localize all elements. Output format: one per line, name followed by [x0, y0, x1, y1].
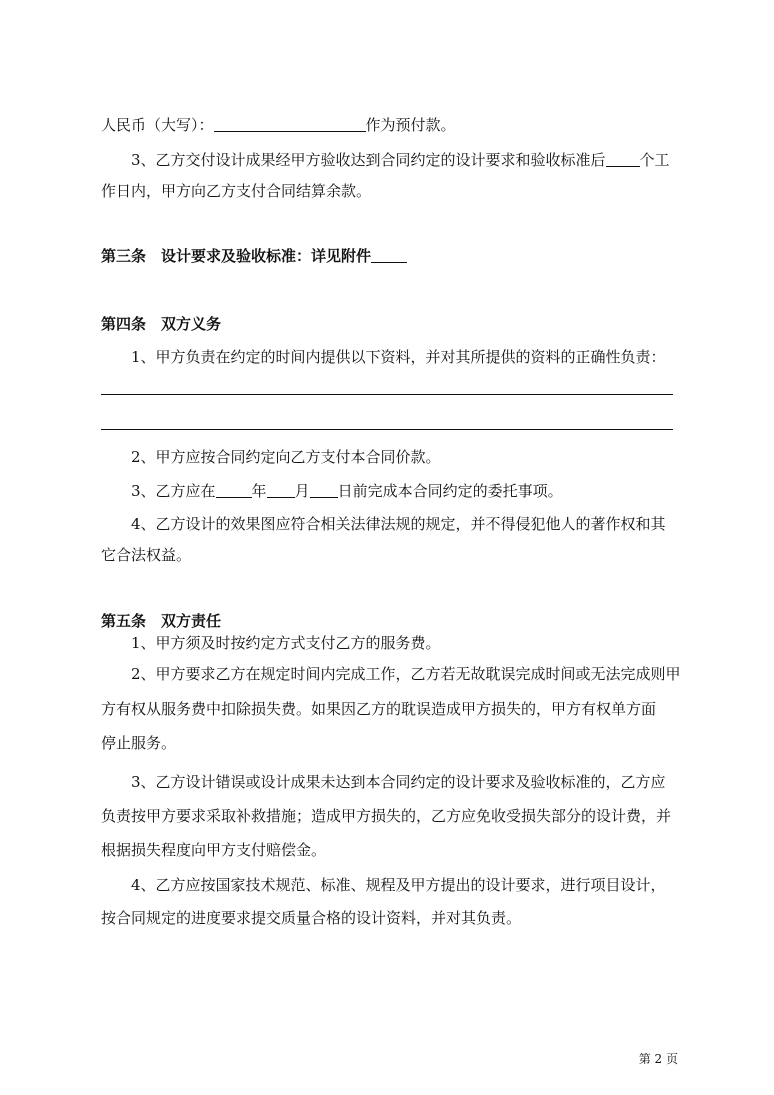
- article-5-heading: 第五条 双方责任: [101, 612, 222, 630]
- article-5-item-2-line2: 方有权从服务费中扣除损失费。如果因乙方的耽误造成甲方损失的，甲方有权单方面: [101, 700, 657, 718]
- article-4-item-4-line2: 它合法权益。: [101, 546, 192, 564]
- article-4-item-2: 2、甲方应按合同约定向乙方支付本合同价款。: [131, 448, 441, 466]
- article-3-heading: [101, 246, 407, 266]
- text-year: 年: [251, 482, 267, 500]
- text-item3-a: 3、乙方应在: [131, 482, 216, 500]
- text-item3-b: 日前完成本合同约定的委托事项。: [337, 482, 563, 500]
- article-5-item-2-line1: 2、甲方要求乙方在规定时间内完成工作，乙方若无故耽误完成时间或无法完成则甲: [131, 665, 681, 683]
- blank-days: [606, 150, 640, 167]
- blank-year: [216, 481, 252, 498]
- text-settlement-a: 3、乙方交付设计成果经甲方验收达到合同约定的设计要求和验收标准后: [131, 151, 606, 169]
- article-5-item-4-line1: 4、乙方应按国家技术规范、标准、规程及甲方提出的设计要求，进行项目设计，: [131, 876, 666, 894]
- text-prepayment: 作为预付款。: [365, 116, 456, 134]
- blank-day: [310, 481, 338, 498]
- article-4-heading: 第四条 双方义务: [101, 315, 222, 333]
- article-5-item-3-line3: 根据损失程度向甲方支付赔偿金。: [101, 841, 327, 859]
- page-number: 第 2 页: [638, 1052, 678, 1066]
- paragraph-settlement-line1: [131, 150, 670, 170]
- blank-amount-uppercase: [214, 115, 366, 132]
- text-rmb-label: 人民币（大写）：: [101, 116, 214, 134]
- blank-line-materials-1: [101, 394, 673, 395]
- article-5-item-3-line2: 负责按甲方要求采取补救措施；造成甲方损失的，乙方应免收受损失部分的设计费，并: [101, 807, 672, 825]
- article-5-item-3-line1: 3、乙方设计错误或设计成果未达到本合同约定的设计要求及验收标准的，乙方应: [131, 773, 666, 791]
- article-5-item-4-line2: 按合同规定的进度要求提交质量合格的设计资料，并对其负责。: [101, 909, 522, 927]
- article-4-item-1: 1、甲方负责在约定的时间内提供以下资料，并对其所提供的资料的正确性负责：: [131, 348, 666, 366]
- article-5-item-1: 1、甲方须及时按约定方式支付乙方的服务费。: [131, 634, 441, 652]
- article-3-text: 第三条 设计要求及验收标准：详见附件: [101, 247, 372, 265]
- paragraph-settlement-line2: 作日内，甲方向乙方支付合同结算余款。: [101, 182, 372, 200]
- paragraph-prepayment: [101, 115, 456, 135]
- article-4-item-3: [131, 481, 563, 501]
- blank-line-materials-2: [101, 429, 673, 430]
- blank-month: [267, 481, 295, 498]
- blank-attachment: [371, 246, 407, 263]
- article-5-item-2-line3: 停止服务。: [101, 734, 177, 752]
- text-settlement-b: 个工: [639, 151, 670, 169]
- article-4-item-4-line1: 4、乙方设计的效果图应符合相关法律法规的规定，并不得侵犯他人的著作权和其: [131, 515, 666, 533]
- text-month: 月: [294, 482, 310, 500]
